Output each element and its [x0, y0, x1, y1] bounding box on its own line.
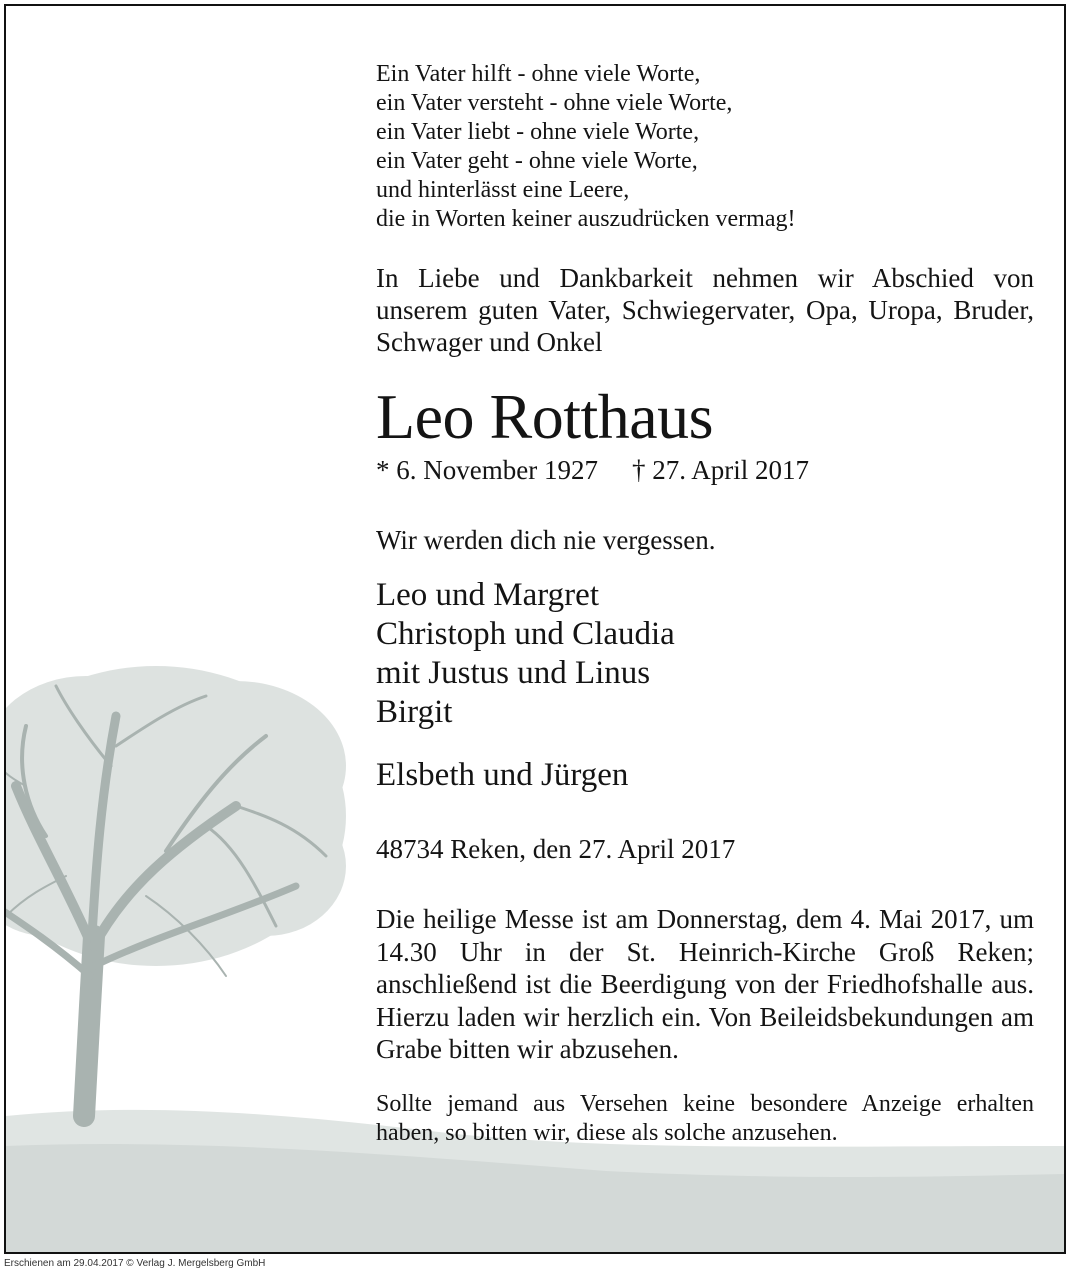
deceased-name: Leo Rotthaus [376, 381, 714, 452]
birth-date: * 6. November 1927 [376, 455, 598, 485]
farewell-intro: In Liebe und Dankbarkeit nehmen wir Abschied von unserem guten Vater, Schwiegervater, Opa, Uropa, Bruder, Schwager und Onkel [376, 263, 1034, 357]
poem-line: ein Vater geht - ohne viele Worte, [376, 148, 698, 174]
poem-line: die in Worten keiner auszudrücken vermag! [376, 206, 796, 232]
death-date: † 27. April 2017 [631, 455, 809, 485]
mourner: mit Justus und Linus [376, 655, 651, 691]
obituary-content [376, 60, 1034, 1148]
poem-line: ein Vater versteht - ohne viele Worte, [376, 90, 733, 116]
tree-crown [6, 666, 346, 966]
mourner: Leo und Margret [376, 577, 599, 613]
notice-note: Sollte jemand aus Versehen keine besondere Anzeige erhalten haben, so bitten wir, diese als solche anzusehen. [376, 1090, 1034, 1146]
mourner-second: Elsbeth und Jürgen [376, 757, 629, 793]
mourners-list [376, 576, 1034, 732]
life-dates [376, 454, 1034, 486]
mourner: Christoph und Claudia [376, 616, 675, 652]
publication-footer: Erschienen am 29.04.2017 © Verlag J. Mergelsberg GmbH [4, 1258, 266, 1269]
place-date: 48734 Reken, den 27. April 2017 [376, 834, 736, 864]
poem-line: Ein Vater hilft - ohne viele Worte, [376, 61, 701, 87]
mourner: Birgit [376, 694, 453, 730]
remembrance-line: Wir werden dich nie vergessen. [376, 525, 716, 555]
poem-line: und hinterlässt eine Leere, [376, 177, 630, 203]
poem-line: ein Vater liebt - ohne viele Worte, [376, 119, 700, 145]
obituary-frame [4, 4, 1066, 1254]
funeral-info: Die heilige Messe ist am Donnerstag, dem 4. Mai 2017, um 14.30 Uhr in der St. Heinrich-Kirche Groß Reken; anschließend ist die Beerdigung von der Friedhofshalle aus. Hierzu laden wir herzlich ein. Von Beileidsbekundungen am Grabe bitten wir abzusehen. [376, 904, 1034, 1064]
poem [376, 60, 1034, 234]
